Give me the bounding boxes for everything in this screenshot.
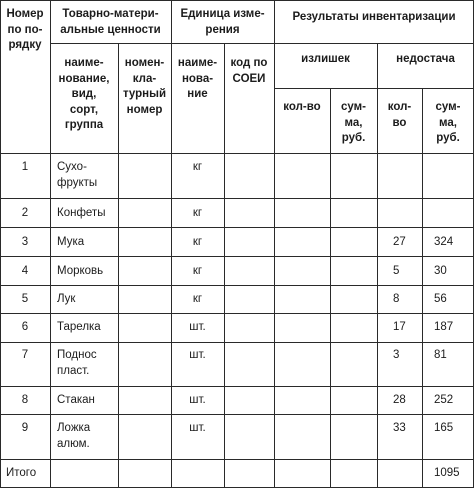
shortage-qty: 27 (393, 236, 406, 248)
shortage-sum: 56 (434, 293, 447, 305)
header-shortage: недостача (396, 53, 455, 65)
header-name: наиме- нование, вид, сорт, группа (58, 57, 110, 131)
unit-name: шт. (189, 394, 206, 406)
unit-name: шт. (189, 349, 206, 361)
item-name: Конфеты (57, 207, 106, 219)
shortage-sum: 165 (434, 422, 454, 434)
unit-name: кг (192, 265, 203, 277)
item-name: Сухо- фрукты (57, 161, 98, 189)
unit-name: кг (192, 236, 203, 248)
shortage-qty: 8 (393, 293, 400, 305)
header-unit-group: Единица изме- рения (180, 8, 265, 36)
shortage-sum: 324 (434, 236, 454, 248)
item-name: Тарелка (57, 321, 101, 333)
header-row-number: Номер по по- рядку (6, 8, 44, 51)
row-number: 5 (21, 293, 29, 305)
row-number: 6 (21, 321, 29, 333)
shortage-sum: 252 (434, 394, 454, 406)
row-number: 9 (21, 422, 29, 434)
row-number: 3 (21, 236, 29, 248)
item-name: Поднос пласт. (57, 349, 97, 377)
row-number: 4 (21, 265, 29, 277)
item-name: Лук (57, 293, 76, 305)
shortage-sum: 30 (434, 265, 447, 277)
row-number: 8 (21, 394, 29, 406)
item-name: Морковь (57, 265, 104, 277)
total-shortage-sum: 1095 (434, 467, 460, 479)
item-name: Стакан (57, 394, 95, 406)
row-number: 2 (21, 207, 29, 219)
header-shortage-sum: сум- ма, руб. (435, 101, 461, 144)
shortage-sum: 81 (434, 349, 447, 361)
unit-name: кг (192, 293, 203, 305)
header-nomenclature-number: номен- кла- турный номер (122, 57, 167, 116)
header-shortage-qty: кол- во (387, 101, 412, 129)
shortage-qty: 28 (393, 394, 406, 406)
header-surplus: излишек (301, 53, 350, 65)
unit-name: шт. (189, 422, 206, 434)
unit-name: шт. (189, 321, 206, 333)
header-results-group: Результаты инвентаризации (292, 11, 456, 23)
item-name: Ложка алюм. (57, 422, 91, 450)
header-okei-code: код по СОЕИ (230, 57, 268, 85)
header-surplus-sum: сум- ма, руб. (341, 101, 366, 144)
header-materials-group: Товарно-матери- альные ценности (60, 8, 161, 36)
row-number: 7 (21, 349, 29, 361)
shortage-qty: 3 (393, 349, 400, 361)
header-surplus-qty: кол-во (283, 101, 321, 113)
shortage-qty: 5 (393, 265, 400, 277)
shortage-sum: 187 (434, 321, 454, 333)
row-number: 1 (21, 161, 29, 173)
shortage-qty: 33 (393, 422, 406, 434)
total-label: Итого (6, 467, 37, 479)
unit-name: кг (192, 161, 203, 173)
item-name: Мука (57, 236, 85, 248)
header-unit-name: наиме- нова- ние (177, 57, 218, 100)
shortage-qty: 17 (393, 321, 406, 333)
unit-name: кг (192, 207, 203, 219)
